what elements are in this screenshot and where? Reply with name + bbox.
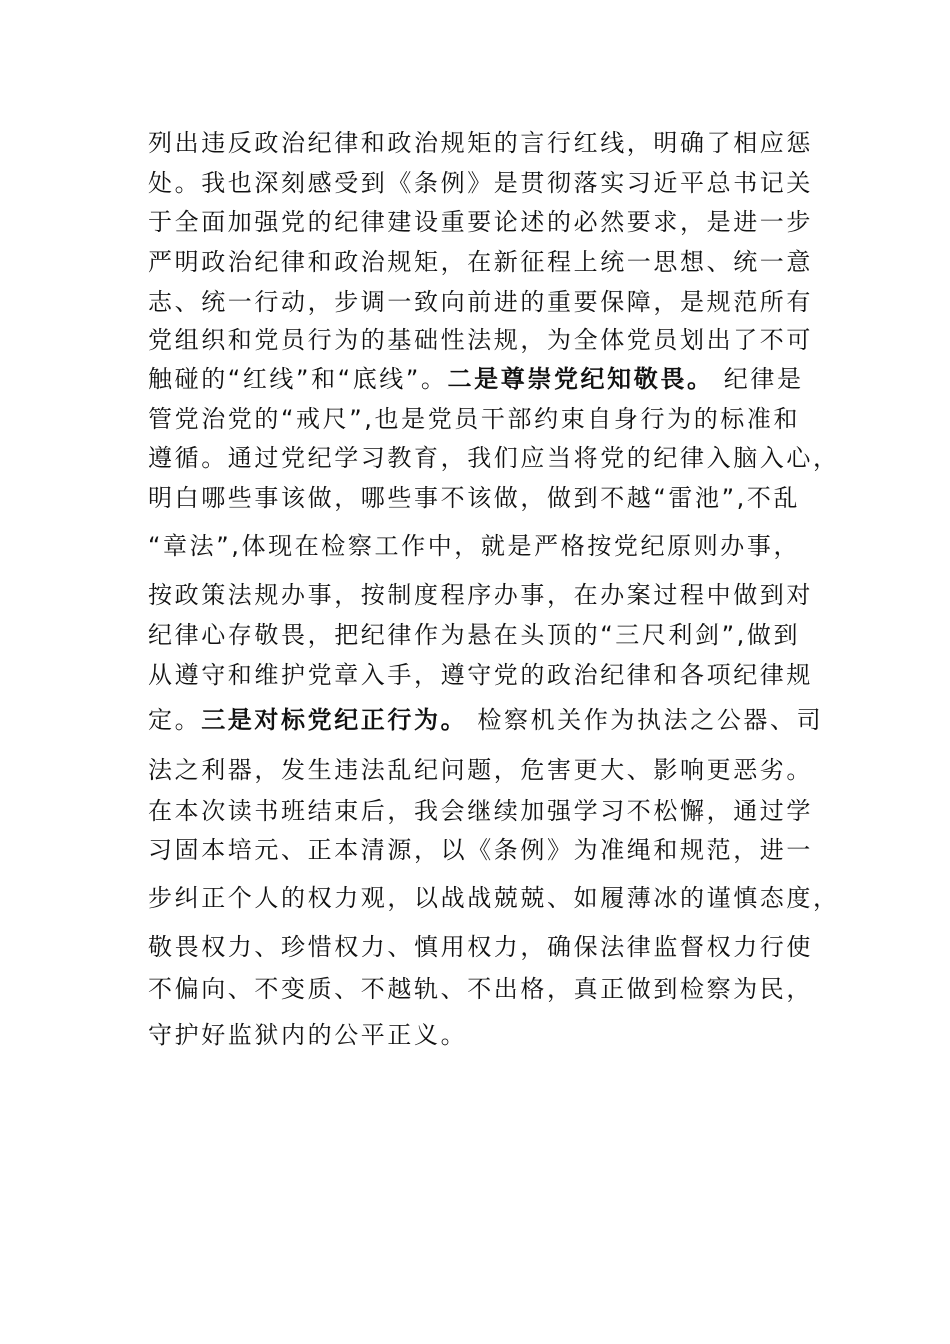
text-line [148,1020,467,1050]
text-segment: 守护好监狱内的公平正义。 [148,1021,468,1049]
text-line [148,443,840,473]
text-line [148,620,800,650]
text-segment: 法之利器，发生违法乱纪问题，危害更大、影响更恶劣。 [148,756,813,784]
text-line [148,883,840,913]
text-line [148,796,813,826]
text-segment: 纪律是 [713,365,804,393]
text-segment: 定。 [148,706,202,734]
text-segment: 明白哪些事该做，哪些事不该做，做到不越“雷池”,不乱 [148,484,801,512]
text-line [148,168,813,198]
text-segment: 管党治党的“戒尺”,也是党员干部约束自身行为的标准和 [148,405,801,433]
text-line [148,660,813,690]
text-segment: 敬畏权力、珍惜权力、慎用权力，确保法律监督权力行使 [148,933,813,961]
text-segment: 按政策法规办事，按制度程序办事，在办案过程中做到对 [148,581,813,609]
text-segment: 在本次读书班结束后，我会继续加强学习不松懈，通过学 [148,797,813,825]
text-line [148,364,804,394]
bold-heading-segment: 三是对标党纪正行为。 [201,706,468,734]
text-line [148,974,813,1004]
text-segment: 志、统一行动，步调一致向前进的重要保障，是规范所有 [148,288,813,316]
text-segment: 纪律心存敬畏，把纪律作为悬在头顶的“三尺利剑”,做到 [148,621,801,649]
text-segment: 检察机关作为执法之公器、司 [467,706,824,734]
text-segment: 严明政治纪律和政治规矩，在新征程上统一思想、统一意 [148,248,813,276]
text-line [148,755,813,785]
text-segment: 步纠正个人的权力观，以战战兢兢、如履薄冰的谨慎态度， [148,884,840,912]
text-line [148,404,800,434]
text-segment: 党组织和党员行为的基础性法规，为全体党员划出了不可 [148,326,813,354]
text-segment: 习固本培元、正本清源，以《条例》为准绳和规范，进一 [148,836,813,864]
bold-heading-segment: 二是尊崇党纪知敬畏。 [447,365,714,393]
text-line [148,483,800,513]
text-segment: 从遵守和维护党章入手，遵守党的政治纪律和各项纪律规 [148,661,813,689]
text-line [148,531,800,561]
text-segment: 不偏向、不变质、不越轨、不出格，真正做到检察为民， [148,975,813,1003]
text-segment: “章法”,体现在检察工作中，就是严格按党纪原则办事， [148,532,801,560]
text-line [148,207,813,237]
text-segment: 于全面加强党的纪律建设重要论述的必然要求，是进一步 [148,208,813,236]
text-line [148,705,823,735]
text-line [148,835,813,865]
text-segment: 遵循。通过党纪学习教育，我们应当将党的纪律入脑入心， [148,444,840,472]
text-line [148,287,813,317]
text-segment: 触碰的“红线”和“底线”。 [148,365,448,393]
text-line [148,247,813,277]
text-line [148,932,813,962]
text-line [148,580,813,610]
text-line [148,128,813,158]
text-line [148,325,813,355]
text-segment: 处。我也深刻感受到《条例》是贯彻落实习近平总书记关 [148,169,813,197]
text-segment: 列出违反政治纪律和政治规矩的言行红线，明确了相应惩 [148,129,813,157]
